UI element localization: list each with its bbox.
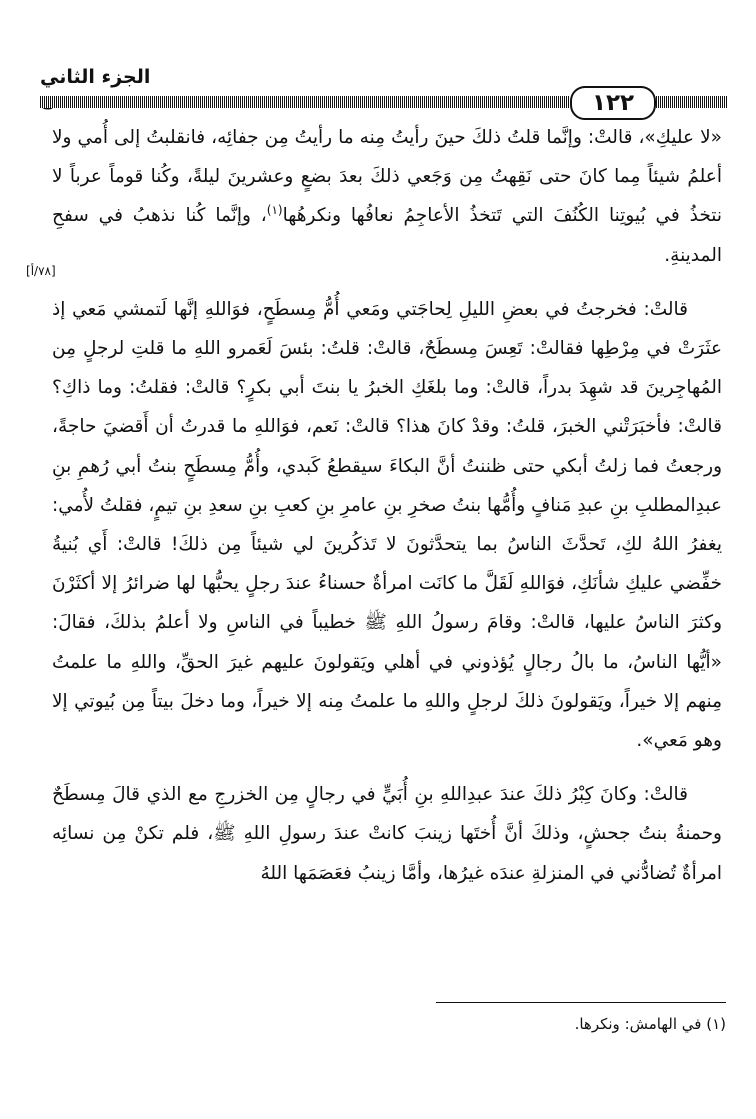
page-header xyxy=(0,0,756,115)
footnote: (١) في الهامش: ونكرها. xyxy=(574,1015,726,1033)
main-text xyxy=(52,118,722,908)
paragraph-1 xyxy=(52,118,722,275)
header-rule xyxy=(40,96,570,108)
header-rule-right xyxy=(652,96,728,108)
paragraph-1-text: «لا عليكِ»، قالتْ: وإنَّما قلتُ ذلكَ حينَ رأيتُ مِنه ما رأيتُ مِن جفائِه، فانقلبتُ إلى أُمي ولا أعلمُ شيئاً مِما كانَ حتى نَقِهتُ مِن وَجَعي ذلكَ بعدَ بضعٍ وعشرينَ ليلةً، وكُنا قوماً عرباً لا نتخذُ في بُيوتِنا الكُنُفَ التي تَتخذُ الأعاجِمُ نعافُها ونكرهُها xyxy=(52,127,722,227)
footnote-marker: (١) xyxy=(266,203,283,218)
page-number: ١٢٢ xyxy=(570,86,656,120)
paragraph-3: قالتْ: وكانَ كِبْرُ ذلكَ عندَ عبدِاللهِ بنِ أُبَيٍّ في رجالٍ مِن الخزرجِ مع الذي قالَ مِسطَحٌ وحمنةُ بنتُ جحشٍ، وذلكَ أنَّ أُختَها زينبَ كانتْ عندَ رسولِ اللهِ ﷺ، فلم تكنْ مِن نسائِه امرأةٌ تُضادُّني في المنزلةِ عندَه غيرُها، وأمَّا زينبُ فعَصَمَها اللهُ xyxy=(52,784,722,884)
margin-reference: [٧٨/أ] xyxy=(26,264,56,278)
paragraph-1-tail: ، وإنَّما كُنا نذهبُ في سفحِ المدينةِ. xyxy=(52,205,722,266)
running-title: الجزء الثاني xyxy=(40,66,151,88)
footnote-rule xyxy=(436,1002,726,1003)
paragraph-2: قالتْ: فخرجتُ في بعضِ الليلِ لِحاجَتي ومَعي أُمُّ مِسطَحٍ، فوَاللهِ إنَّها لَتمشي مَعي إذ عثَرَتْ في مِرْطِها فقالتْ: تَعِسَ مِسطَحٌ، قالتْ: قلتُ: بئسَ لَعَمرو اللهِ ما قلتِ لرجلٍ مِن المُهاجِرينَ قد شهِدَ بدراً، قالتْ: وما بلغَكِ الخبرُ يا بنتَ أبي بكرٍ؟ قالتْ: فقلتُ: وما ذاكِ؟ قالتْ: فأخبَرَتْني الخبرَ، قلتُ: وقدْ كانَ هذا؟ قالتْ: نَعم، فوَاللهِ ما قدرتُ أن أَقضيَ حاجةً، ورجعتُ فما زلتُ أبكي حتى ظننتُ أنَّ البكاءَ سيقطعُ كَبدي، وأُمُّ مِسطَحٍ بنتُ أبي رُهمِ بنِ عبدِالمطلبِ بنِ عبدِ مَنافٍ وأُمُّها بنتُ صخرِ بنِ عامرِ بنِ كعبِ بنِ سعدِ بنِ تيمٍ، فقلتُ لأُمي: يغفرُ اللهُ لكِ، تَحدَّثَ الناسُ بما يتحدَّثونَ لا تَذكُرينَ لي شيئاً مِن ذلكَ! قالتْ: أَي بُنيةُ خفِّضي عليكِ شأنَكِ، فوَاللهِ لَقَلَّ ما كانَت امرأةٌ حسناءُ عندَ رجلٍ يحبُّها لها ضرائرُ إلا أكثَرْنَ وكثرَ الناسُ عليها، قالتْ: وقامَ رسولُ اللهِ ﷺ خطيباً في الناسِ ولا أعلمُ بذلكَ، فقالَ: «أيُّها الناسُ، ما بالُ رجالٍ يُؤذوني في أهلي ويَقولونَ عليهم غيرَ الحقِّ، واللهِ ما علمتُ مِنهم إلا خيراً، ويَقولونَ ذلكَ لرجلٍ واللهِ ما علمتُ مِنه إلا خيراً، وما دخلَ بيتاً مِن بُيوتي إلا وهو مَعي». xyxy=(52,298,722,752)
